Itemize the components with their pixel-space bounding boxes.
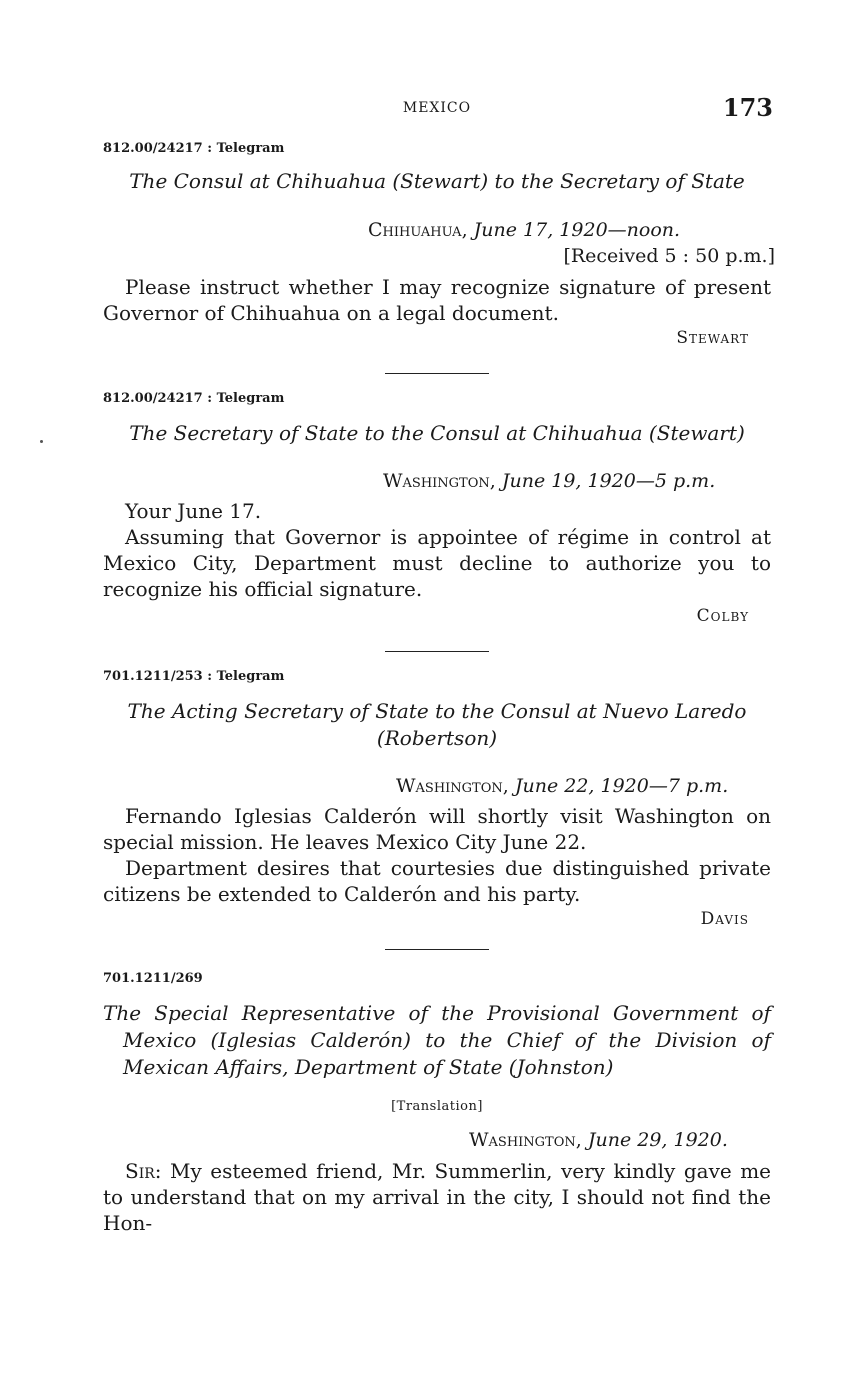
signature: Stewart [676,328,749,348]
received-note: [Received 5 : 50 p.m.] [563,245,775,267]
body-paragraph: Assuming that Governor is appointee of régime in control at Mexico City, Department must decline to authorize you to recognize his official signature. [103,525,771,601]
document-title: The Secretary of State to the Consul at Chihuahua (Stewart) [129,421,745,445]
dateline-place: Washington, [383,470,496,492]
telegram-body [103,498,771,602]
file-reference: 701.1211/253 : Telegram [103,669,285,684]
file-reference: 701.1211/269 [103,971,203,986]
file-reference: 812.00/24217 : Telegram [103,141,285,156]
translation-note: [Translation] [391,1099,483,1114]
letter-paragraph-text: My esteemed friend, Mr. Summerlin, very kindly gave me to understand that on my arrival in the city, I should not find the Hon- [103,1159,771,1235]
document-title: The Special Representative of the Provisional Government of Mexico (Iglesias Calderón) to the Chief of the Division of Mexican Affairs, Department of State (Johnston) [103,1001,771,1079]
section-divider [385,373,489,374]
dateline-date: June 17, 1920—noon. [473,219,681,241]
body-paragraph: Your June 17. [125,499,262,523]
dateline-date: June 22, 1920—7 p.m. [514,775,729,797]
page-number: 173 [722,93,773,122]
signature: Colby [696,606,749,626]
dateline-date: June 29, 1920. [587,1129,728,1151]
body-paragraph: Please instruct whether I may recognize signature of present Governor of Chihuahua on a legal document. [103,275,771,325]
section-divider [385,949,489,950]
dateline [396,773,728,799]
scan-speck [40,440,43,443]
running-head: MEXICO [402,100,472,116]
dateline-place: Chihuahua, [368,219,468,241]
dateline-place: Washington, [396,775,509,797]
dateline-place: Washington, [469,1129,582,1151]
file-reference: 812.00/24217 : Telegram [103,391,285,406]
signature: Davis [700,909,749,929]
salutation: Sir: [125,1159,162,1183]
document-title: The Acting Secretary of State to the Consul at Nuevo Laredo (Robertson) [127,699,747,750]
section-divider [385,651,489,652]
telegram-body [103,274,771,326]
body-paragraph: Department desires that courtesies due distinguished private citizens be extended to Calderón and his party. [103,856,771,906]
dateline [383,468,715,494]
dateline-date: June 19, 1920—5 p.m. [501,470,716,492]
letter-opening-paragraph [103,1158,771,1236]
document-title: The Consul at Chihuahua (Stewart) to the Secretary of State [129,169,745,193]
letter-body [103,1158,771,1236]
dateline [469,1127,728,1153]
telegram-body [103,803,771,907]
page-header [103,93,771,127]
dateline [368,217,680,243]
body-paragraph: Fernando Iglesias Calderón will shortly visit Washington on special mission. He leaves Mexico City June 22. [103,804,771,854]
